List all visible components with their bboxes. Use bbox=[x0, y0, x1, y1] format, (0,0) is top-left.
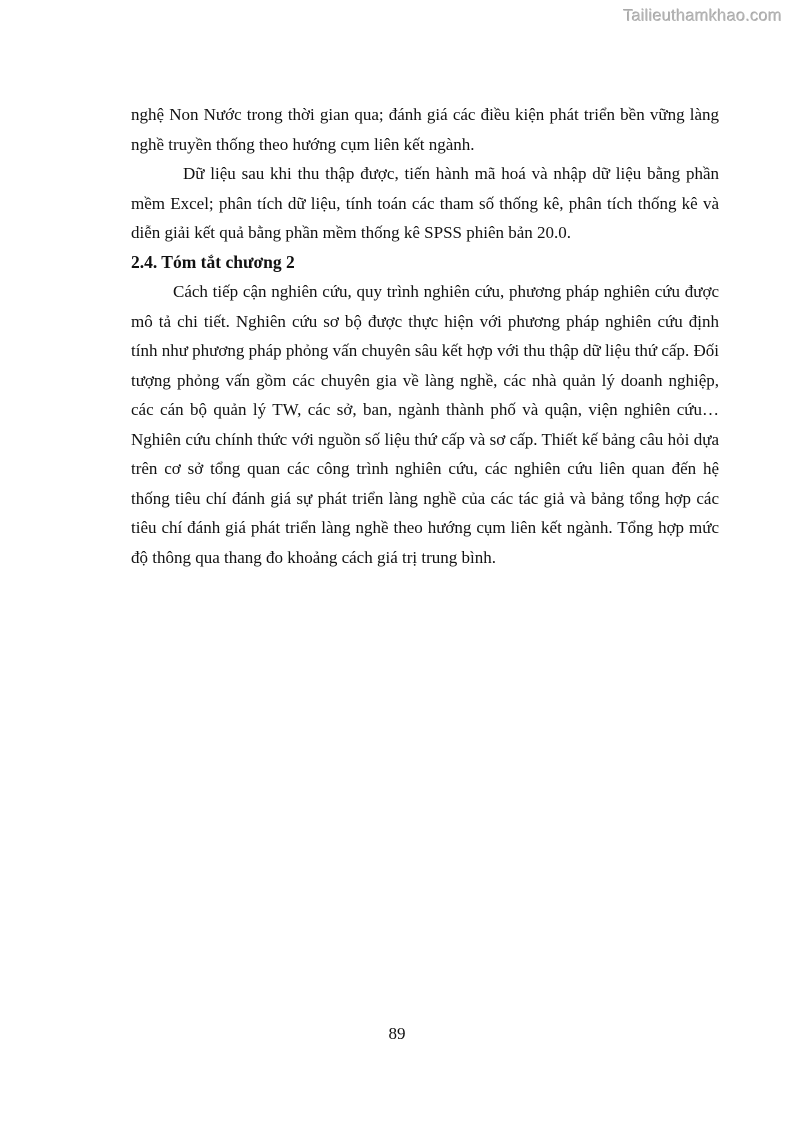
page-number: 89 bbox=[388, 1024, 406, 1043]
document-body bbox=[131, 100, 719, 572]
paragraph-chapter-summary: Cách tiếp cận nghiên cứu, quy trình nghiên cứu, phương pháp nghiên cứu được mô tả chi tiết. Nghiên cứu sơ bộ được thực hiện với phương pháp nghiên cứu định tính như phương pháp phỏng vấn chuyên sâu kết hợp với thu thập dữ liệu thứ cấp. Đối tượng phỏng vấn gồm các chuyên gia về làng nghề, các nhà quản lý doanh nghiệp, các cán bộ quản lý TW, các sở, ban, ngành thành phố và quận, viện nghiên cứu…Nghiên cứu chính thức với nguồn số liệu thứ cấp và sơ cấp. Thiết kế bảng câu hỏi dựa trên cơ sở tổng quan các công trình nghiên cứu, các nghiên cứu liên quan đến hệ thống tiêu chí đánh giá sự phát triển làng nghề của các tác giả và bảng tổng hợp các tiêu chí đánh giá phát triển làng nghề theo hướng cụm liên kết ngành. Tổng hợp mức độ thông qua thang đo khoảng cách giá trị trung bình. bbox=[131, 282, 719, 567]
section-heading-2-4: 2.4. Tóm tắt chương 2 bbox=[131, 251, 295, 272]
paragraph-data-processing: Dữ liệu sau khi thu thập được, tiến hành mã hoá và nhập dữ liệu bằng phần mềm Excel; phân tích dữ liệu, tính toán các tham số thống kê, phân tích thống kê và diễn giải kết quả bằng phần mềm thống kê SPSS phiên bản 20.0. bbox=[131, 164, 719, 242]
paragraph-continued: nghệ Non Nước trong thời gian qua; đánh giá các điều kiện phát triển bền vững làng nghề truyền thống theo hướng cụm liên kết ngành. bbox=[131, 105, 719, 154]
watermark: Tailieuthamkhao.com bbox=[623, 7, 782, 25]
